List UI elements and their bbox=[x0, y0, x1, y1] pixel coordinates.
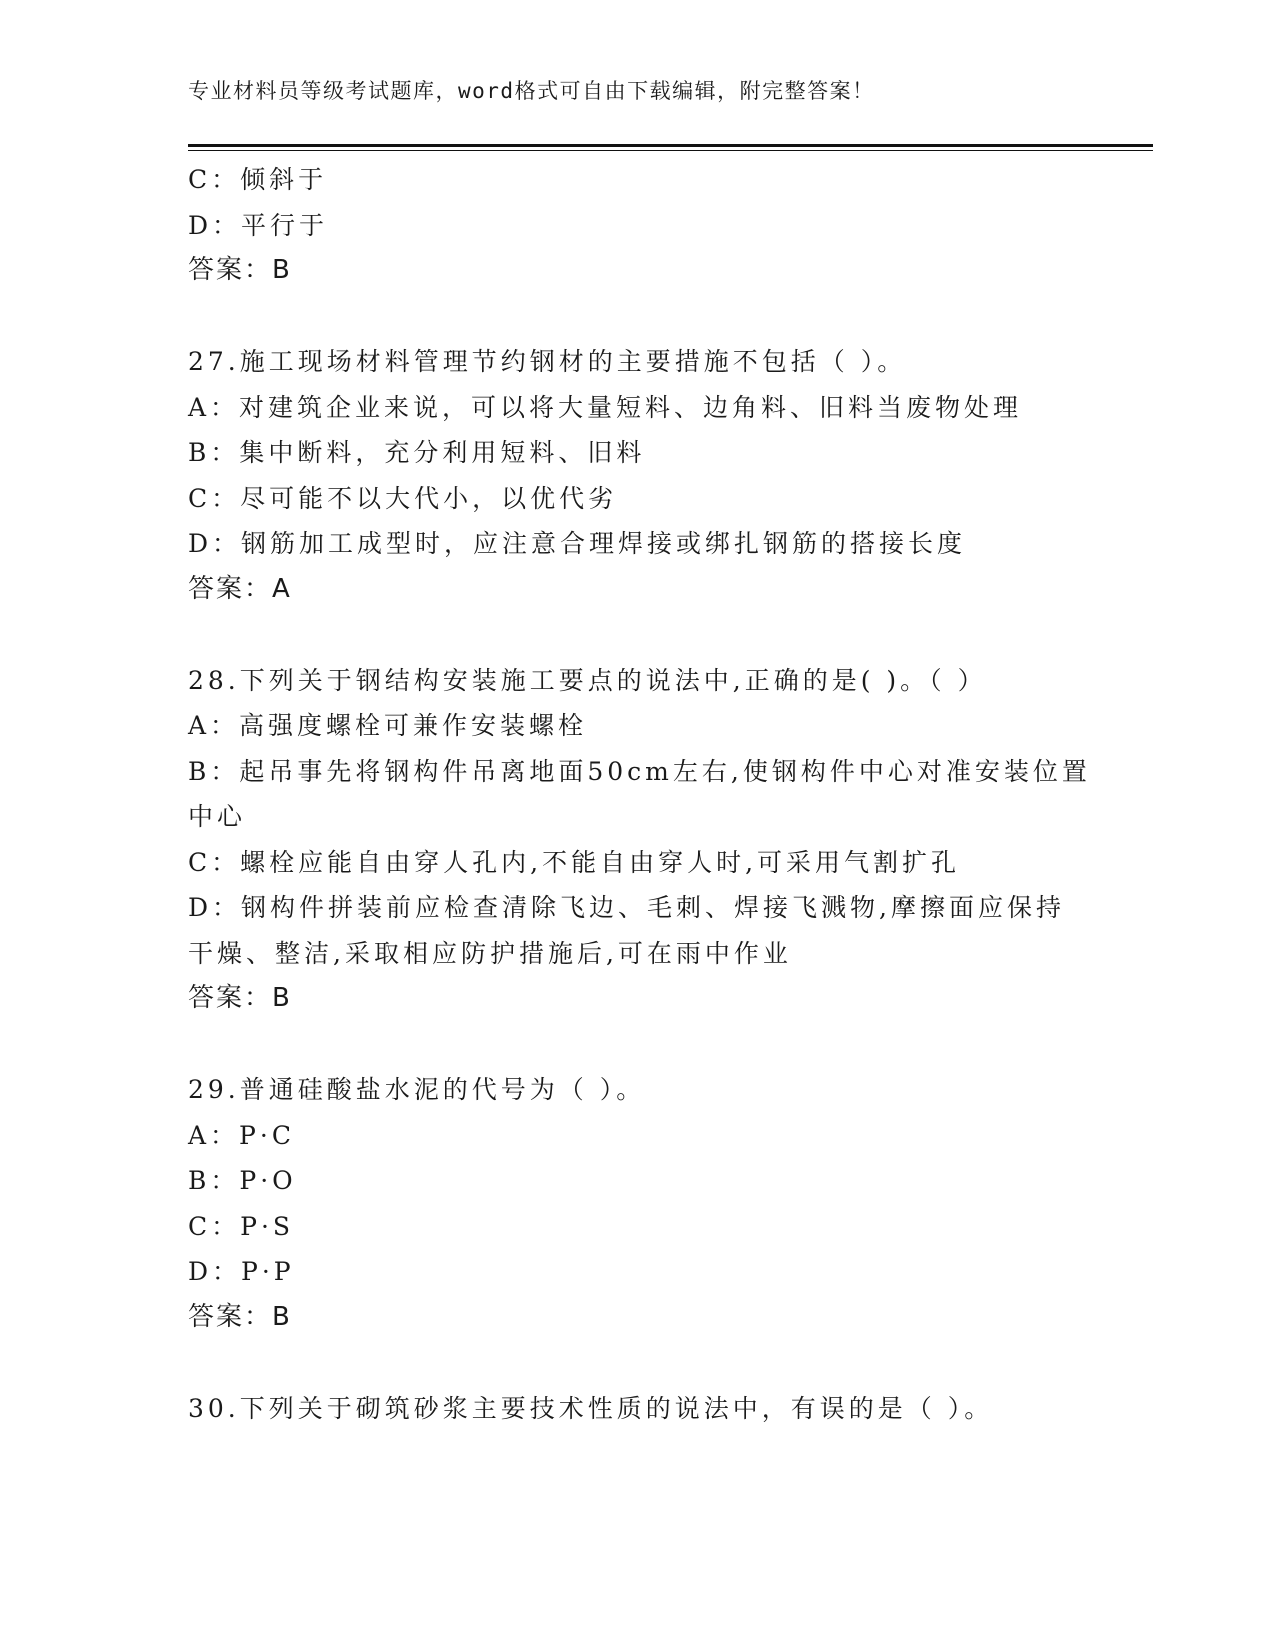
question-28 bbox=[188, 658, 1091, 1022]
spacer bbox=[188, 1340, 1088, 1386]
question-29 bbox=[188, 1067, 1088, 1340]
option-c: C：螺栓应能自由穿人孔内,不能自由穿人时,可采用气割扩孔 bbox=[188, 847, 961, 877]
header-rule-thick bbox=[188, 144, 1153, 147]
question-27 bbox=[188, 339, 1088, 612]
option-d: D：钢构件拼装前应检查清除飞边、毛刺、焊接飞溅物,摩擦面应保持 bbox=[188, 893, 1065, 922]
option-d: D：平行于 bbox=[188, 210, 329, 240]
option-b: B：P·O bbox=[188, 1166, 297, 1195]
question-26-continued bbox=[188, 157, 1088, 294]
option-c: C：尽可能不以大代小，以优代劣 bbox=[188, 483, 618, 513]
option-a: A：P·C bbox=[188, 1120, 295, 1150]
question-stem: 27.施工现场材料管理节约钢材的主要措施不包括（ ）。 bbox=[188, 347, 907, 376]
option-b-continued: 中心 bbox=[188, 802, 247, 831]
option-a: A：对建筑企业来说，可以将大量短料、边角料、旧料当废物处理 bbox=[188, 392, 1023, 422]
question-stem: 28.下列关于钢结构安装施工要点的说法中,正确的是( )。（ ） bbox=[188, 665, 987, 695]
spacer bbox=[188, 612, 1088, 658]
question-stem: 29.普通硅酸盐水泥的代号为（ ）。 bbox=[188, 1075, 646, 1104]
header-rule-thin bbox=[188, 150, 1153, 151]
option-b: B：起吊事先将钢构件吊离地面50cm左右,使钢构件中心对准安装位置 bbox=[188, 756, 1091, 786]
spacer bbox=[188, 294, 1088, 340]
option-c: C：P·S bbox=[188, 1211, 295, 1241]
option-a: A：高强度螺栓可兼作安装螺栓 bbox=[188, 711, 588, 740]
option-b: B：集中断料，充分利用短料、旧料 bbox=[188, 438, 646, 467]
answer-line: 答案：B bbox=[188, 255, 292, 285]
option-c: C：倾斜于 bbox=[188, 165, 328, 194]
answer-line: 答案：B bbox=[188, 983, 292, 1013]
option-d-continued: 干燥、整洁,采取相应防护措施后,可在雨中作业 bbox=[188, 938, 792, 968]
answer-line: 答案：A bbox=[188, 573, 292, 604]
answer-line: 答案：B bbox=[188, 1301, 292, 1332]
option-d: D：钢筋加工成型时，应注意合理焊接或绑扎钢筋的搭接长度 bbox=[188, 529, 967, 558]
page-header: 专业材料员等级考试题库，word格式可自由下载编辑，附完整答案！ bbox=[188, 79, 875, 103]
question-30 bbox=[188, 1386, 1088, 1432]
option-d: D：P·P bbox=[188, 1257, 295, 1286]
page-content bbox=[188, 157, 1091, 1431]
spacer bbox=[188, 1022, 1088, 1068]
question-stem: 30.下列关于砌筑砂浆主要技术性质的说法中，有误的是（ ）。 bbox=[188, 1393, 994, 1423]
